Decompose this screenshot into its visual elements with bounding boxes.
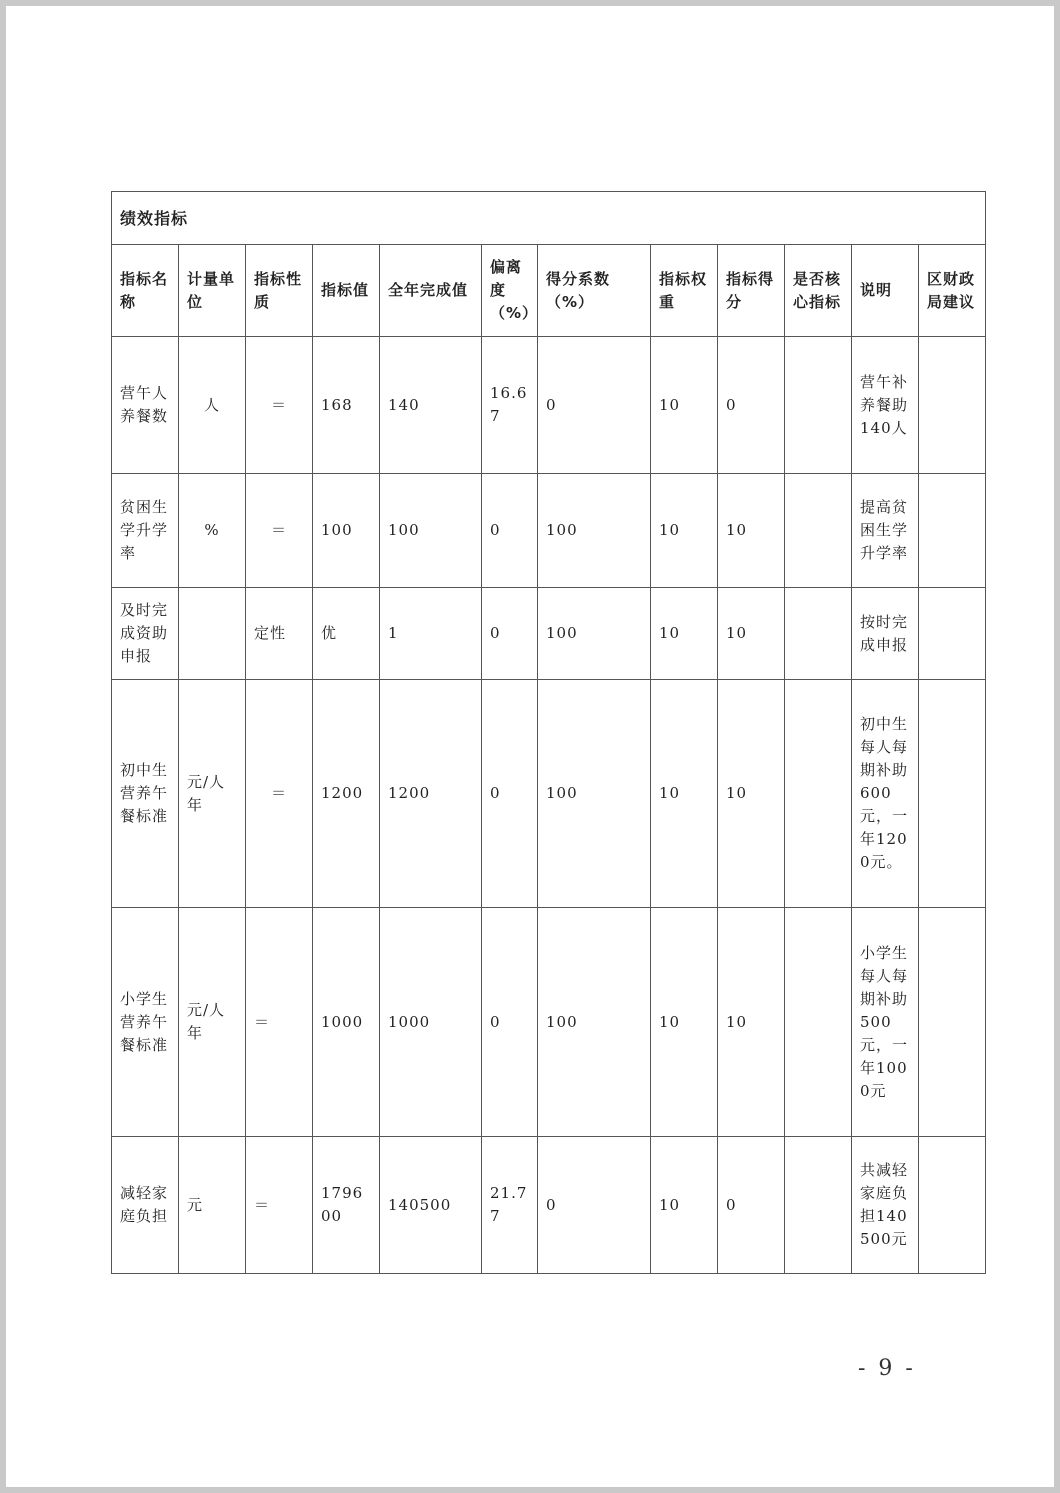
cell-unit: 人 [179, 337, 246, 474]
cell-coef: 100 [538, 588, 651, 680]
cell-core [785, 908, 852, 1137]
cell-name: 营午人养餐数 [112, 337, 179, 474]
cell-core [785, 1137, 852, 1274]
cell-nature: ＝ [246, 680, 313, 908]
cell-note: 按时完成申报 [852, 588, 919, 680]
table-row [112, 588, 986, 680]
cell-actual: 140500 [380, 1137, 482, 1274]
header-target-value: 指标值 [313, 245, 380, 337]
cell-score: 10 [718, 680, 785, 908]
cell-actual: 140 [380, 337, 482, 474]
header-advice: 区财政局建议 [919, 245, 986, 337]
cell-weight: 10 [651, 908, 718, 1137]
cell-weight: 10 [651, 474, 718, 588]
cell-note: 共减轻家庭负担140500元 [852, 1137, 919, 1274]
cell-actual: 1 [380, 588, 482, 680]
cell-actual: 1200 [380, 680, 482, 908]
cell-value: 168 [313, 337, 380, 474]
cell-weight: 10 [651, 588, 718, 680]
cell-score: 0 [718, 337, 785, 474]
cell-name: 及时完成资助申报 [112, 588, 179, 680]
header-score: 指标得分 [718, 245, 785, 337]
table-header-row [112, 245, 986, 337]
header-weight: 指标权重 [651, 245, 718, 337]
table-row [112, 474, 986, 588]
header-score-coefficient: 得分系数（%） [538, 245, 651, 337]
cell-weight: 10 [651, 1137, 718, 1274]
cell-value: 179600 [313, 1137, 380, 1274]
performance-indicator-table [111, 191, 986, 1274]
cell-actual: 1000 [380, 908, 482, 1137]
cell-deviation: 0 [482, 474, 538, 588]
cell-deviation: 0 [482, 588, 538, 680]
header-deviation: 偏离度（%） [482, 245, 538, 337]
cell-advice [919, 908, 986, 1137]
cell-unit: 元/人年 [179, 908, 246, 1137]
cell-unit [179, 588, 246, 680]
cell-actual: 100 [380, 474, 482, 588]
cell-nature: ＝ [246, 908, 313, 1137]
table-row [112, 1137, 986, 1274]
cell-coef: 100 [538, 908, 651, 1137]
cell-core [785, 588, 852, 680]
cell-coef: 0 [538, 337, 651, 474]
cell-value: 1200 [313, 680, 380, 908]
cell-core [785, 474, 852, 588]
cell-note: 营午补养餐助140人 [852, 337, 919, 474]
header-is-core: 是否核心指标 [785, 245, 852, 337]
cell-unit: 元 [179, 1137, 246, 1274]
header-actual-value: 全年完成值 [380, 245, 482, 337]
cell-unit: % [179, 474, 246, 588]
cell-advice [919, 337, 986, 474]
cell-name: 贫困生学升学率 [112, 474, 179, 588]
header-note: 说明 [852, 245, 919, 337]
cell-coef: 100 [538, 680, 651, 908]
cell-score: 10 [718, 588, 785, 680]
document-page [6, 6, 1054, 1487]
cell-note: 初中生每人每期补助600元，一年1200元。 [852, 680, 919, 908]
cell-score: 10 [718, 908, 785, 1137]
cell-name: 初中生营养午餐标准 [112, 680, 179, 908]
cell-weight: 10 [651, 337, 718, 474]
cell-value: 100 [313, 474, 380, 588]
cell-weight: 10 [651, 680, 718, 908]
cell-coef: 100 [538, 474, 651, 588]
cell-coef: 0 [538, 1137, 651, 1274]
cell-name: 减轻家庭负担 [112, 1137, 179, 1274]
cell-deviation: 0 [482, 680, 538, 908]
cell-nature: ＝ [246, 337, 313, 474]
cell-score: 0 [718, 1137, 785, 1274]
header-unit: 计量单位 [179, 245, 246, 337]
cell-core [785, 337, 852, 474]
cell-score: 10 [718, 474, 785, 588]
table-row [112, 680, 986, 908]
cell-advice [919, 680, 986, 908]
cell-advice [919, 1137, 986, 1274]
cell-deviation: 21.77 [482, 1137, 538, 1274]
cell-value: 优 [313, 588, 380, 680]
page-number: - 9 - [858, 1356, 916, 1381]
cell-nature: 定性 [246, 588, 313, 680]
cell-nature: ＝ [246, 474, 313, 588]
cell-value: 1000 [313, 908, 380, 1137]
cell-deviation: 0 [482, 908, 538, 1137]
cell-advice [919, 474, 986, 588]
cell-note: 提高贫困生学升学率 [852, 474, 919, 588]
cell-name: 小学生营养午餐标准 [112, 908, 179, 1137]
cell-unit: 元/人年 [179, 680, 246, 908]
table-row [112, 908, 986, 1137]
cell-note: 小学生每人每期补助500元，一年1000元 [852, 908, 919, 1137]
header-indicator-name: 指标名称 [112, 245, 179, 337]
cell-core [785, 680, 852, 908]
cell-deviation: 16.67 [482, 337, 538, 474]
table-title: 绩效指标 [112, 192, 986, 245]
table-row [112, 337, 986, 474]
cell-nature: ＝ [246, 1137, 313, 1274]
cell-advice [919, 588, 986, 680]
header-nature: 指标性质 [246, 245, 313, 337]
